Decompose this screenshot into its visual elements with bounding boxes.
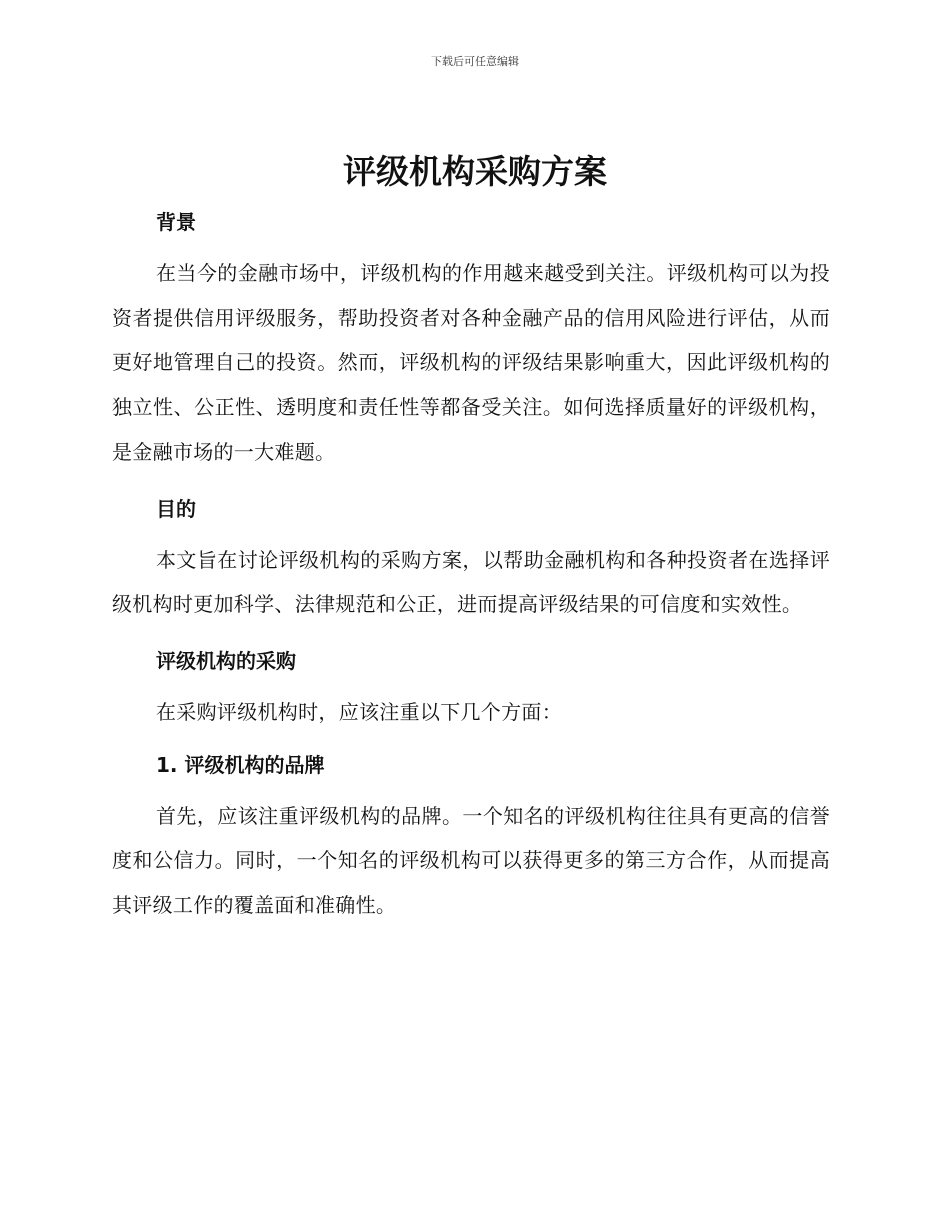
paragraph-background: 在当今的金融市场中，评级机构的作用越来越受到关注。评级机构可以为投资者提供信用评级服务，帮助投资者对各种金融产品的信用风险进行评估，从而更好地管理自己的投资。然而，评级机构的评级结果影响重大，因此评级机构的独立性、公正性、透明度和责任性等都备受关注。如何选择质量好的评级机构，是金融市场的一大难题。 bbox=[112, 261, 830, 464]
document-title: 评级机构采购方案 bbox=[343, 152, 607, 191]
section-heading-background: 背景 bbox=[156, 210, 196, 234]
paragraph-brand: 首先，应该注重评级机构的品牌。一个知名的评级机构往往具有更高的信誉度和公信力。同时，一个知名的评级机构可以获得更多的第三方合作，从而提高其评级工作的覆盖面和准确性。 bbox=[112, 803, 830, 918]
document-body bbox=[112, 198, 830, 938]
paragraph-procurement: 在采购评级机构时，应该注重以下几个方面： bbox=[156, 699, 562, 724]
paragraph-purpose: 本文旨在讨论评级机构的采购方案，以帮助金融机构和各种投资者在选择评级机构时更加科学、法律规范和公正，进而提高评级结果的可信度和实效性。 bbox=[112, 547, 830, 617]
page-header: 下载后可任意编辑 bbox=[431, 55, 519, 68]
section-heading-procurement: 评级机构的采购 bbox=[156, 648, 296, 673]
section-heading-purpose: 目的 bbox=[156, 496, 196, 521]
section-heading-brand: 1. 评级机构的品牌 bbox=[156, 752, 325, 777]
